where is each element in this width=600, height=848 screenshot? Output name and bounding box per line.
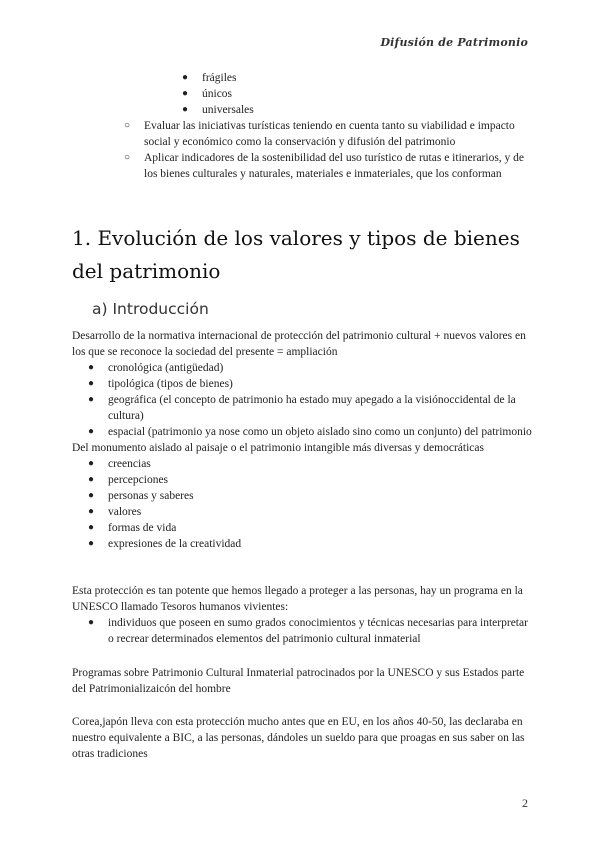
bullet-icon: ●: [88, 458, 95, 469]
list-item: ● únicos: [182, 88, 233, 100]
paragraph: Esta protección es tan potente que hemos llegado a proteger a las personas, hay un programa en la UNESCO llamado Tesoros humanos vivientes:: [72, 585, 523, 613]
bullet-icon: ●: [88, 362, 95, 373]
top-list: [72, 70, 532, 182]
list-item: ● creencias: [88, 458, 151, 470]
bullet-icon: ●: [88, 474, 95, 485]
section-heading: 1. Evolución de los valores y tipos de bienes del patrimonio: [72, 226, 520, 283]
bullet-icon: ●: [88, 522, 95, 533]
list-item: ● percepciones: [88, 474, 169, 486]
circle-bullet-icon: ○: [124, 120, 131, 131]
tesoros-block: [72, 583, 532, 647]
circle-bullet-icon: ○: [124, 152, 131, 163]
list-item: ● personas y saberes: [88, 490, 194, 502]
subsection-heading: a) Introducción: [92, 300, 209, 318]
bullet-icon: ●: [88, 617, 95, 628]
paragraph: Corea,japón lleva con esta protección mucho antes que en EU, en los años 40-50, las declaraba en nuestro equivalente a BIC, a las personas, dándoles un sueldo para que proagas en sus saber on las otras tradiciones: [72, 716, 525, 760]
list-item: ● individuos que poseen en sumo grados conocimientos y técnicas necesarias para interpretar o recrear determinados elementos del patrimonio cultural inmaterial: [88, 617, 528, 645]
list-item: ● espacial (patrimonio ya nose como un objeto aislado sino como un conjunto) del patrimonio: [88, 426, 532, 438]
list-item: ● valores: [88, 506, 142, 518]
list-item: ● frágiles: [182, 72, 237, 84]
list-item: ● expresiones de la creatividad: [88, 538, 242, 550]
list-item: ● universales: [182, 104, 254, 116]
paragraph: Del monumento aislado al paisaje o el patrimonio intangible más diversas y democráticas: [72, 442, 484, 454]
bullet-icon: ●: [88, 378, 95, 389]
list-item: ● geográfica (el concepto de patrimonio ha estado muy apegado a la visiónoccidental de la cultura): [88, 394, 516, 422]
list-item: ○ Evaluar las iniciativas turísticas teniendo en cuenta tanto su viabilidad e impacto social y económico como la conservación y difusión del patrimonio: [124, 120, 515, 148]
intro-block: [72, 328, 532, 552]
bullet-icon: ●: [182, 72, 189, 83]
list-item: ○ Aplicar indicadores de la sostenibilidad del uso turístico de rutas e itinerarios, y de los bienes culturales y naturales, materiales e inmateriales, que los conforman: [124, 152, 525, 180]
page-number: 2: [522, 796, 528, 810]
bullet-icon: ●: [88, 394, 95, 405]
list-item: ● tipológica (tipos de bienes): [88, 378, 233, 390]
bullet-icon: ●: [88, 538, 95, 549]
bullet-icon: ●: [88, 490, 95, 501]
intro-paragraph: Desarrollo de la normativa internacional de protección del patrimonio cultural + nuevos valores en los que se reconoce la sociedad del presente = ampliación: [72, 330, 526, 358]
bullet-icon: ●: [88, 506, 95, 517]
list-item: ● formas de vida: [88, 522, 177, 534]
bullet-icon: ●: [182, 88, 189, 99]
paragraph: Programas sobre Patrimonio Cultural Inmaterial patrocinados por la UNESCO y sus Estados parte del Patrimonializaicón del hombre: [72, 667, 525, 695]
list-item: ● cronológica (antigüedad): [88, 362, 224, 374]
running-header: Difusión de Patrimonio: [380, 36, 528, 49]
bullet-icon: ●: [88, 426, 95, 437]
bullet-icon: ●: [182, 104, 189, 115]
